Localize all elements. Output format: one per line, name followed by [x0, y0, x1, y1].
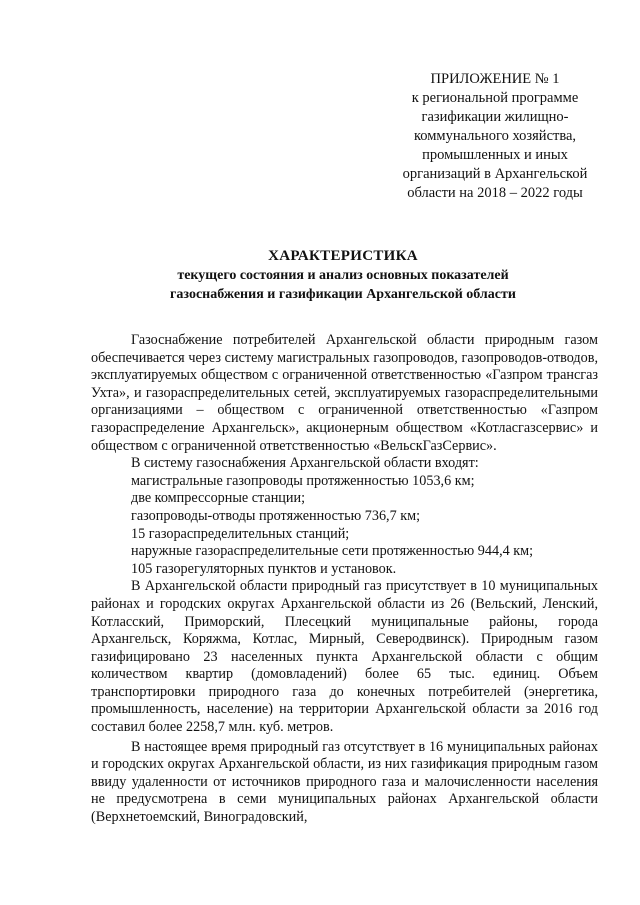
- appendix-line: ПРИЛОЖЕНИЕ № 1: [430, 71, 560, 87]
- appendix-line: газификации жилищно-: [421, 109, 569, 125]
- document-subtitle-line-2: газоснабжения и газификации Архангельской области: [170, 287, 516, 302]
- list-item: магистральные газопроводы протяженностью 1053,6 км;: [131, 472, 475, 489]
- list-item: 15 газораспределительных станций;: [131, 525, 350, 542]
- document-heading: [88, 247, 598, 304]
- document-subtitle-line-1: текущего состояния и анализ основных показателей: [177, 268, 509, 283]
- infrastructure-list: [91, 473, 598, 579]
- paragraph-gas-presence: В Архангельской области природный газ присутствует в 10 муниципальных районах и городских округах Архангельской области из 26 (Вельский, Ленский, Котласский, Приморский, Плесецкий муниципальные районы, города Архангельск, Коряжма, Котлас, Мирный, Северодвинск). Природным газом газифицировано 23 населенных пункта Архангельской области с общим количеством квартир (домовладений) более 65 тыс. единиц. Объем транспортировки природного газа до конечных потребителей (энергетика, промышленность, население) на территории Архангельской области за 2016 год составил более 2258,7 млн. куб. метров.: [91, 578, 598, 736]
- paragraph-gas-absence: В настоящее время природный газ отсутствует в 16 муниципальных районах и городских округах Архангельской области, из них газификация природным газом ввиду удаленности от источников природного газа и малочисленности населения не предусмотрена в семи муниципальных районах Архангельской области (Верхнетоемский, Виноградовский,: [91, 738, 598, 826]
- list-item: 105 газорегуляторных пунктов и установок.: [131, 560, 397, 577]
- appendix-line: коммунального хозяйства,: [413, 128, 577, 144]
- list-item: газопроводы-отводы протяженностью 736,7 км;: [131, 507, 421, 524]
- appendix-line: организаций в Архангельской: [402, 166, 588, 182]
- paragraph-gas-supply-system: Газоснабжение потребителей Архангельской области природным газом обеспечивается через систему магистральных газопроводов, газопроводов-отводов, эксплуатируемых обществом с ограниченной ответственностью «Газпром трансгаз Ухта», и газораспределительных сетей, эксплуатируемых газораспределительными организациями – обществом с ограниченной ответственностью «Газпром газораспределение Архангельск», акционерным обществом «Котласгазсервис» и обществом с ограниченной ответственностью «ВельскГазСервис».: [91, 332, 598, 454]
- appendix-line: области на 2018 – 2022 годы: [407, 185, 583, 201]
- list-item: наружные газораспределительные сети протяженностью 944,4 км;: [131, 543, 534, 560]
- appendix-header: [385, 70, 605, 203]
- appendix-line: к региональной программе: [411, 90, 579, 106]
- document-title: ХАРАКТЕРИСТИКА: [268, 248, 418, 264]
- list-intro: В систему газоснабжения Архангельской области входят:: [131, 455, 479, 472]
- document-body: [91, 332, 598, 827]
- appendix-line: промышленных и иных: [422, 147, 568, 163]
- list-item: две компрессорные станции;: [131, 490, 306, 507]
